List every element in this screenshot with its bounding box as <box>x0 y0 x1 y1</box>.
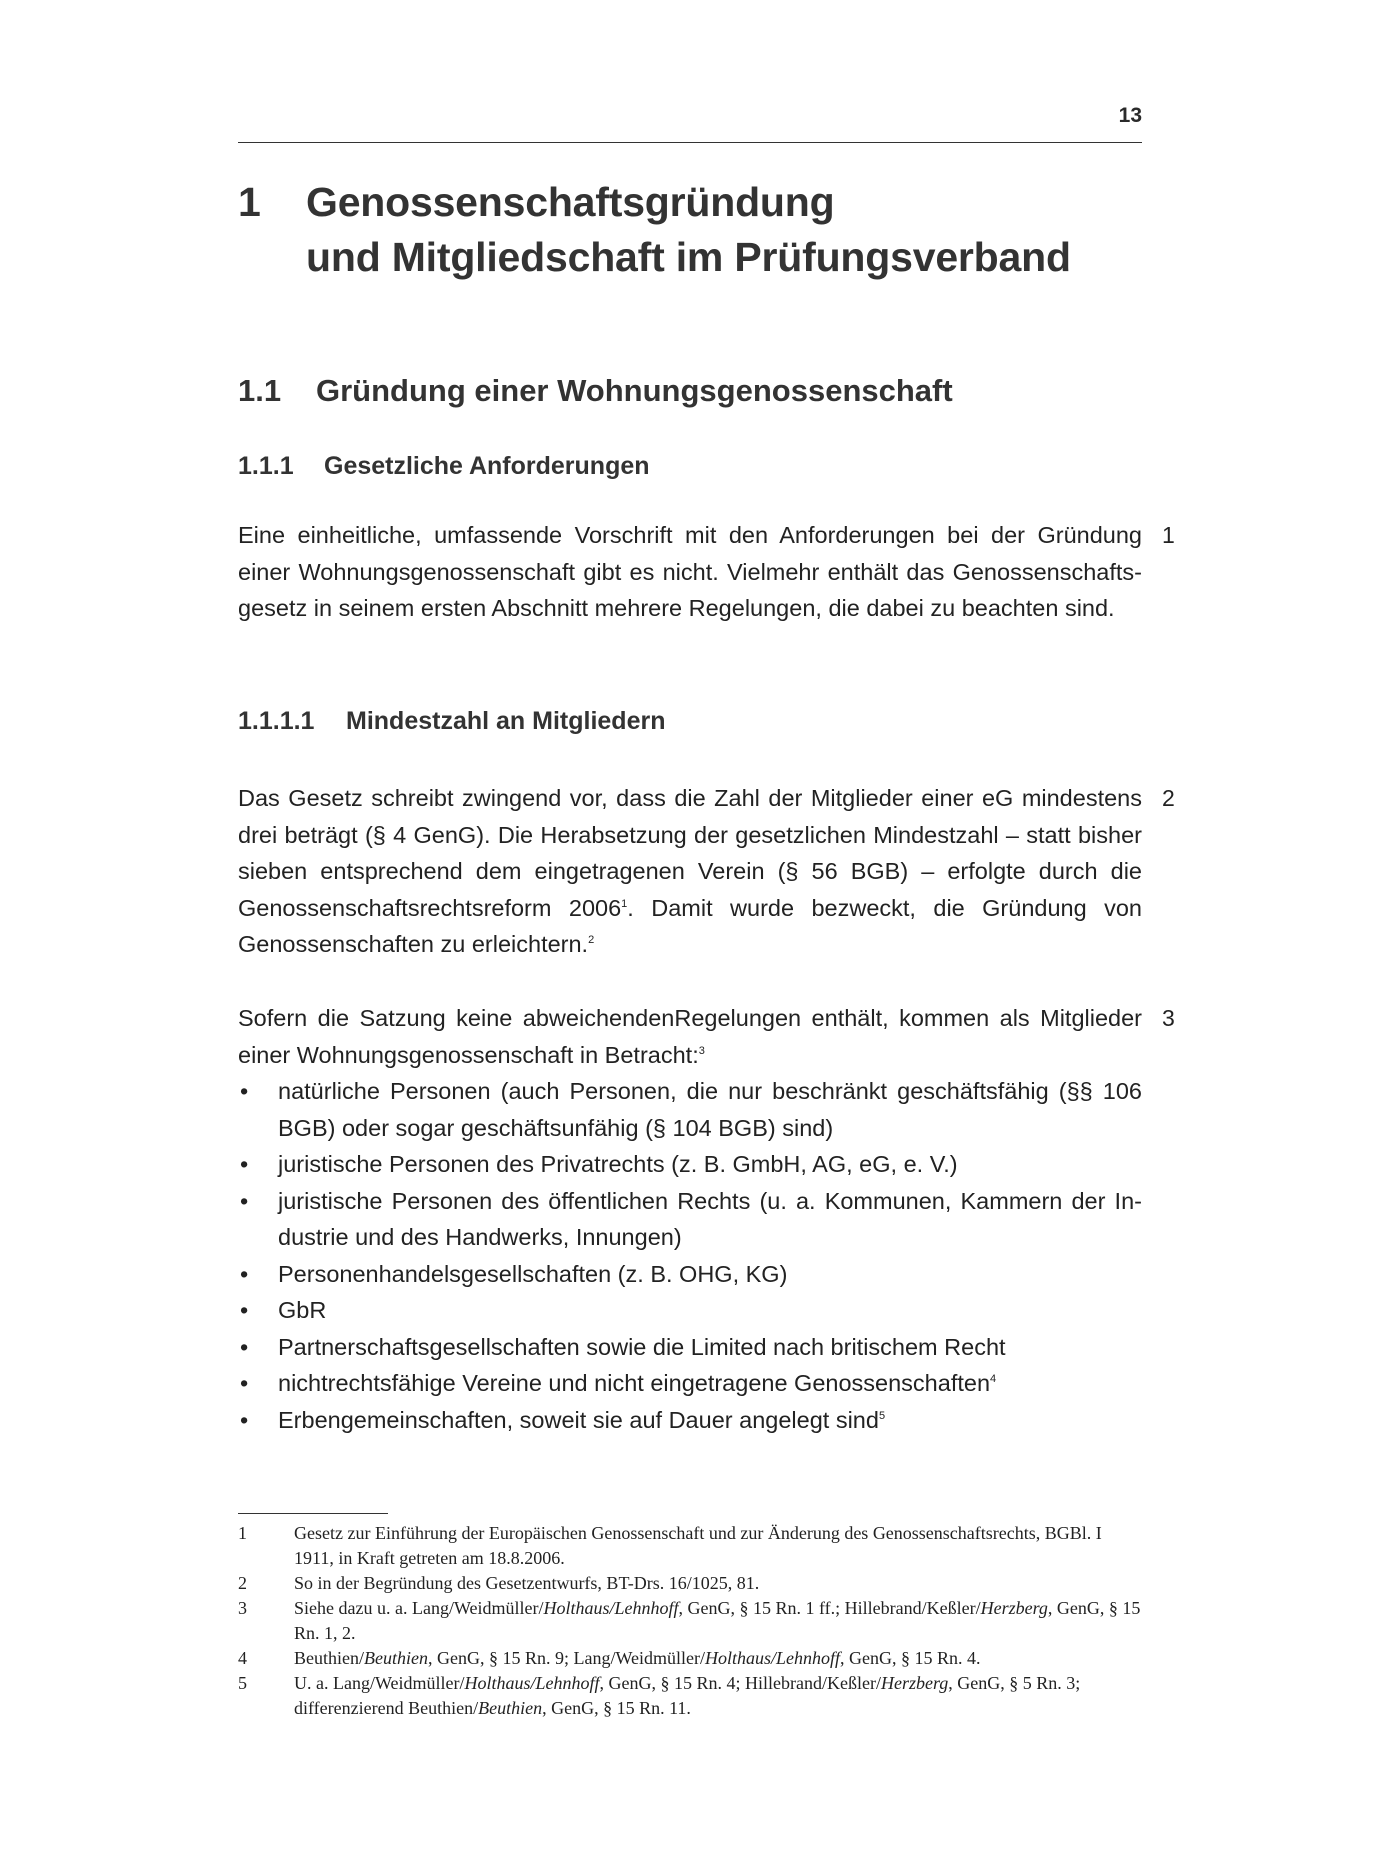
footnote: 2 So in der Begründung des Gesetzentwurfs, BT-Drs. 16/1025, 81. <box>238 1571 1142 1596</box>
section-title: Gründung einer Wohnungsgenossenschaft <box>316 373 953 408</box>
footnote-ref-2[interactable]: 2 <box>588 934 595 947</box>
bullet-icon: • <box>240 1297 249 1323</box>
paragraph-3-text: Sofern die Satzung keine abweichendenRegelungen enthält, kommen als Mitglieder einer Wohnungsgenossenschaft in Betracht: <box>238 1005 1142 1068</box>
footnote-ref-4[interactable]: 4 <box>990 1373 997 1386</box>
subsubsection-heading <box>238 707 665 736</box>
list-item: • nichtrechtsfähige Vereine und nicht eingetragene Genossenschaften$^4$ <box>238 1365 1142 1402</box>
footnote: 5 U. a. Lang/Weidmüller/Holthaus/Lehnhoff, GenG, § 15 Rn. 4; Hillebrand/Keßler/Herzberg, GenG, § 5 Rn. 3; differenzierend Beuthien/Beuthien, GenG, § 15 Rn. 11. <box>238 1673 1081 1718</box>
list-item: • juristische Personen des Privatrechts (z. B. GmbH, AG, eG, e. V.) <box>238 1146 1142 1183</box>
subsubsection-number: 1.1.1.1 <box>238 707 315 735</box>
bullet-icon: • <box>240 1406 249 1433</box>
paragraph-2 <box>238 780 1142 963</box>
bullet-icon: • <box>240 1260 249 1287</box>
subsection-number: 1.1.1 <box>238 452 294 480</box>
footnote-ref-1[interactable]: 1 <box>621 897 628 910</box>
footnote-number: 3 <box>238 1598 247 1618</box>
page-number: 13 <box>1118 104 1142 127</box>
list-item: • Personenhandelsgesellschaften (z. B. OHG, KG) <box>238 1256 1142 1293</box>
footnote-number: 5 <box>238 1673 247 1693</box>
bullet-icon: • <box>240 1078 249 1104</box>
list-item: • GbR <box>238 1292 1142 1329</box>
margin-number-2: 2 <box>1162 785 1175 811</box>
subsection-heading <box>238 452 650 481</box>
footnote: 4 Beuthien/Beuthien, GenG, § 15 Rn. 9; Lang/Weidmüller/Holthaus/Lehnhoff, GenG, § 15 Rn. 4. <box>238 1646 1142 1671</box>
bullet-icon: • <box>240 1370 249 1396</box>
footnote-number: 4 <box>238 1648 247 1668</box>
list-item: • juristische Personen des öffentlichen Rechts (u. a. Kommunen, Kammern der Industrie und des Handwerks, Innungen) <box>238 1183 1142 1256</box>
margin-number-1: 1 <box>1162 522 1175 548</box>
paragraph-2-text-a: Das Gesetz schreibt zwingend vor, dass die Zahl der Mitglieder einer eG mindestens drei beträgt (§ 4 GenG). Die Herabsetzung der gesetzlichen Mindestzahl – statt bisher sieben entsprechend dem eingetragenen Verein (§ 56 BGB) – erfolgte durch die Genossenschaftsrechtsreform 2006 <box>238 785 1142 921</box>
paragraph-1: Eine einheitliche, umfassende Vorschrift mit den Anforderungen bei der Gründung einer Wohnungsgenossenschaft gibt es nicht. Vielmehr enthält das Genossenschaftsgesetz in seinem ersten Abschnitt mehrere Regelungen, die dabei zu beachten sind. <box>238 522 1142 621</box>
footnote: 1 Gesetz zur Einführung der Europäischen Genossenschaft und zur Änderung des Genossenschaftsrechts, BGBl. I 1911, in Kraft getreten am 18.8.2006. <box>238 1523 1102 1568</box>
bullet-icon: • <box>240 1333 249 1360</box>
bullet-icon: • <box>240 1187 249 1214</box>
footnote: 3 Siehe dazu u. a. Lang/Weidmüller/Holthaus/Lehnhoff, GenG, § 15 Rn. 1 ff.; Hillebrand/Keßler/Herzberg, GenG, § 15 Rn. 1, 2. <box>238 1598 1141 1643</box>
subsubsection-title: Mindestzahl an Mitgliedern <box>346 707 666 735</box>
bullet-icon: • <box>240 1151 249 1177</box>
footnote-rule <box>238 1513 388 1514</box>
member-types-list <box>238 1073 1142 1438</box>
footnotes <box>238 1521 1142 1721</box>
footnote-ref-5[interactable]: 5 <box>878 1409 886 1422</box>
footnote-number: 1 <box>238 1523 247 1543</box>
paragraph-3-intro <box>238 1000 1142 1073</box>
section-number: 1.1 <box>238 373 282 408</box>
subsection-title: Gesetzliche Anforderungen <box>324 452 650 480</box>
section-heading <box>238 373 953 409</box>
paragraph-3 <box>238 1000 1142 1438</box>
chapter-number: 1 <box>238 179 261 225</box>
header-rule <box>238 142 1142 143</box>
chapter-title-line1: Genossenschaftsgründung <box>306 179 835 225</box>
footnote-number: 2 <box>238 1573 247 1593</box>
list-item: • Erbengemeinschaften, soweit sie auf Dauer angelegt sind$^5$ <box>238 1402 1142 1439</box>
footnote-ref-3[interactable]: 3 <box>698 1044 705 1057</box>
margin-number-3: 3 <box>1162 1005 1175 1031</box>
paragraph-2-text-b: . Damit wurde bezweckt, die Gründung von Genossenschaften zu erleichtern. <box>238 894 1142 957</box>
list-item: • natürliche Personen (auch Personen, die nur beschränkt geschäftsfähig (§§ 106 BGB) oder sogar geschäftsunfähig (§ 104 BGB) sind) <box>238 1073 1142 1146</box>
chapter-title-line2: und Mitgliedschaft im Prüfungsverband <box>306 234 1071 280</box>
list-item: • Partnerschaftsgesellschaften sowie die Limited nach britischem Recht <box>238 1329 1142 1366</box>
